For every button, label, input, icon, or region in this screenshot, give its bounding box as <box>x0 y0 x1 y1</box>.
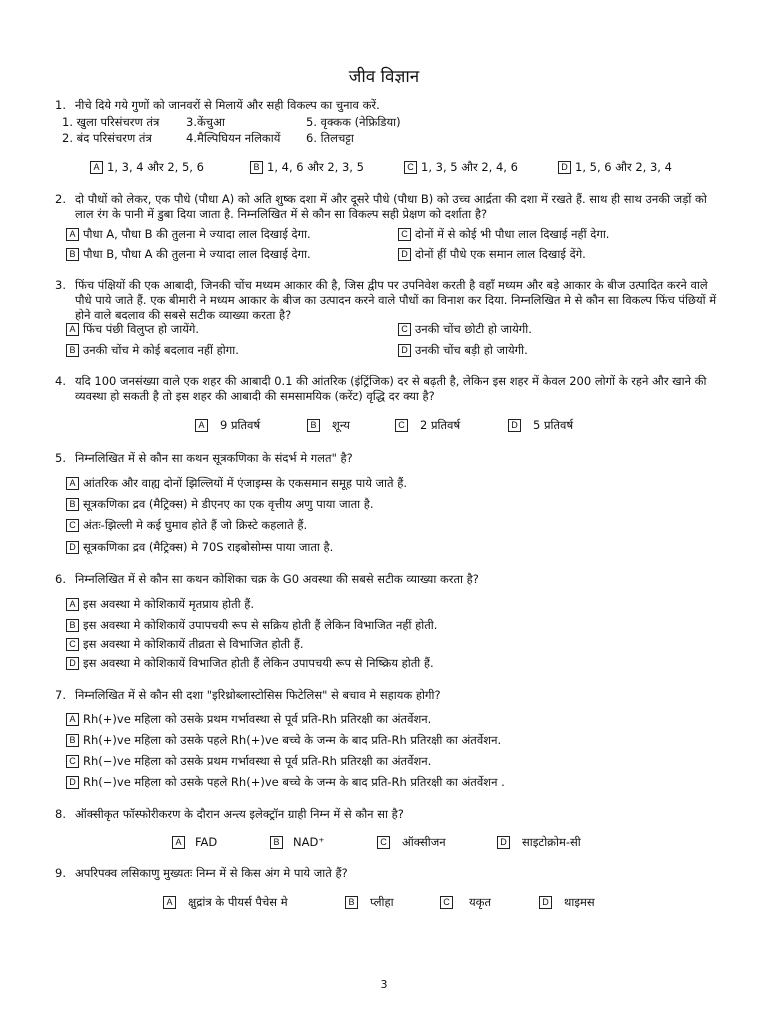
option-letter-box: B <box>307 419 320 432</box>
option-b[interactable] <box>66 497 374 512</box>
option-letter-box: D <box>508 419 521 432</box>
question-text: निम्नलिखित में से कौन सा कथन कोशिका चक्र के G0 अवस्था की सबसे सटीक व्याख्या करता है? <box>75 572 479 586</box>
option-text: 1, 5, 6 और 2, 3, 4 <box>575 160 672 174</box>
option-text: शून्य <box>332 418 350 432</box>
option-letter-box: D <box>539 896 552 909</box>
option-b[interactable] <box>307 418 350 433</box>
option-d[interactable] <box>66 540 333 555</box>
option-letter-box: C <box>440 896 453 909</box>
match-item: 6. तिलचट्टा <box>306 131 354 145</box>
option-d[interactable] <box>497 835 581 850</box>
option-letter-box: C <box>404 161 417 174</box>
option-text: 9 प्रतिवर्ष <box>220 418 261 432</box>
option-letter-box: A <box>66 228 79 241</box>
question-text: निम्नलिखित में से कौन सी दशा "इरिथ्रोब्लास्टोसिस फिटेलिस" से बचाव मे सहायक होगी? <box>75 688 441 702</box>
option-d[interactable] <box>558 160 672 175</box>
option-b[interactable] <box>270 835 324 850</box>
page-number: 3 <box>380 978 388 991</box>
option-text: पौधा B, पौधा A की तुलना मे ज्यादा लाल दिखाई देगा. <box>83 247 311 261</box>
option-d[interactable] <box>66 775 505 790</box>
question-number: 6. <box>55 572 66 586</box>
option-text: 2 प्रतिवर्ष <box>420 418 461 432</box>
question-8 <box>55 807 720 822</box>
option-text: 1, 4, 6 और 2, 3, 5 <box>267 160 364 174</box>
question-text: दो पौधों को लेकर, एक पौधे (पौधा A) को अति शुष्क दशा में और दूसरे पौधे (पौधा B) को उच्च आर्द्रता की दशा में रखते हैं. साथ ही साथ उनकी जड़ों को लाल रंग के पानी में डुबा दिया जाता है. निम्नलिखित में से कौन सा विकल्प सही प्रेक्षण को दर्शाता है? <box>75 192 707 221</box>
option-letter-box: A <box>66 323 79 336</box>
option-c[interactable] <box>404 160 518 175</box>
match-item: 1. खुला परिसंचरण तंत्र <box>62 115 160 129</box>
option-c[interactable] <box>398 227 609 242</box>
option-text: इस अवस्था मे कोशिकायें उपापचयी रूप से सक्रिय होती हैं लेकिन विभाजित नहीं होती. <box>83 618 438 632</box>
option-letter-box: B <box>250 161 263 174</box>
match-item: 4.मैल्पिघियन नलिकायें <box>186 131 281 145</box>
question-text: नीचे दिये गये गुणों को जानवरों से मिलायें और सही विकल्प का चुनाव करें. <box>75 98 380 112</box>
question-number: 4. <box>55 374 66 388</box>
option-letter-box: A <box>66 477 79 490</box>
option-text: ऑक्सीजन <box>402 835 446 849</box>
option-letter-box: A <box>66 713 79 726</box>
option-letter-box: C <box>66 519 79 532</box>
question-text: अपरिपक्व लसिकाणु मुख्यतः निम्न में से किस अंग मे पाये जाते हैं? <box>75 866 348 880</box>
option-letter-box: B <box>66 344 79 357</box>
question-number: 1. <box>55 98 66 112</box>
option-letter-box: A <box>195 419 208 432</box>
option-text: उनकी चोंच मे कोई बदलाव नहीं होगा. <box>83 343 239 357</box>
option-letter-box: C <box>66 755 79 768</box>
option-a[interactable] <box>66 322 199 337</box>
option-b[interactable] <box>250 160 364 175</box>
option-text: FAD <box>195 835 218 849</box>
option-b[interactable] <box>66 247 311 262</box>
option-letter-box: B <box>270 836 283 849</box>
option-text: NAD⁺ <box>293 835 325 849</box>
option-letter-box: B <box>66 619 79 632</box>
option-letter-box: D <box>398 344 411 357</box>
option-text: थाइमस <box>564 895 595 909</box>
option-c[interactable] <box>66 637 304 652</box>
option-text: 1, 3, 4 और 2, 5, 6 <box>107 160 204 174</box>
option-letter-box: C <box>398 323 411 336</box>
option-letter-box: B <box>66 248 79 261</box>
page-title: जीव विज्ञान <box>348 67 420 87</box>
option-d[interactable] <box>66 656 434 671</box>
option-text: साइटोक्रोम-सी <box>522 835 581 849</box>
option-letter-box: B <box>66 734 79 747</box>
option-text: पौधा A, पौधा B की तुलना मे ज्यादा लाल दिखाई देगा. <box>83 227 311 241</box>
option-letter-box: D <box>558 161 571 174</box>
option-b[interactable] <box>345 895 394 910</box>
option-b[interactable] <box>66 733 501 748</box>
option-text: आंतरिक और वाह्य दोनों झिल्लियों में एंजाइम्स के एकसमान समूह पाये जाते हैं. <box>83 476 408 490</box>
question-7 <box>55 688 720 703</box>
option-text: यकृत <box>469 895 492 909</box>
option-text: 1, 3, 5 और 2, 4, 6 <box>421 160 518 174</box>
option-d[interactable] <box>398 247 586 262</box>
option-text: 5 प्रतिवर्ष <box>533 418 574 432</box>
question-2 <box>55 192 720 222</box>
option-text: Rh(+)ve महिला को उसके प्रथम गर्भावस्था से पूर्व प्रति-Rh प्रतिरक्षी का अंतर्वेशन. <box>83 712 432 726</box>
question-5 <box>55 451 720 466</box>
option-text: क्षुद्रांत्र के पीयर्स पैचेस मे <box>188 895 288 909</box>
option-a[interactable] <box>90 160 204 175</box>
option-letter-box: B <box>66 498 79 511</box>
option-text: दोनों हीं पौधे एक समान लाल दिखाई देंगे. <box>415 247 586 261</box>
option-letter-box: D <box>66 776 79 789</box>
option-text: उनकी चोंच बड़ी हो जायेगी. <box>415 343 528 357</box>
option-letter-box: B <box>345 896 358 909</box>
option-letter-box: D <box>497 836 510 849</box>
question-number: 5. <box>55 451 66 465</box>
option-c[interactable] <box>398 322 532 337</box>
question-text: फिंच पंक्षियों की एक आबादी, जिनकी चोंच मध्यम आकार की है, जिस द्वीप पर उपनिवेश करती है वहाँ मध्यम और बड़े आकार के बीज उत्पादित करने वाले पौधे पाये जाते हैं. एक बीमारी ने मध्यम आकार के बीज का उत्पादन करने वाले पौधों का विनाश कर दिया. निम्नलिखित मे से कौन सा विकल्प फिंच पंछियों में होने वाले बदलाव की सबसे सटीक व्याख्या करता है? <box>75 278 717 322</box>
option-letter-box: A <box>90 161 103 174</box>
option-c[interactable] <box>66 754 431 769</box>
option-a[interactable] <box>66 476 407 491</box>
question-6 <box>55 572 720 587</box>
option-a[interactable] <box>195 418 260 433</box>
option-letter-box: D <box>66 657 79 670</box>
option-text: सूत्रकणिका द्रव (मैट्रिक्स) मे 70S राइबोसोम्स पाया जाता है. <box>83 540 334 554</box>
option-text: Rh(−)ve महिला को उसके प्रथम गर्भावस्था से पूर्व प्रति-Rh प्रतिरक्षी का अंतर्वेशन. <box>83 754 432 768</box>
option-text: अंतः-झिल्ली मे कई घुमाव होते हैं जो क्रिस्टे कहलाते हैं. <box>83 518 308 532</box>
option-a[interactable] <box>172 835 217 850</box>
option-a[interactable] <box>66 712 431 727</box>
option-c[interactable] <box>377 835 446 850</box>
option-text: फिंच पंछी विलुप्त हो जायेंगे. <box>83 322 200 336</box>
option-text: इस अवस्था मे कोशिकायें तीव्रता से विभाजित होती हैं. <box>83 637 304 651</box>
option-a[interactable] <box>66 597 254 612</box>
option-letter-box: C <box>66 638 79 651</box>
option-letter-box: A <box>163 896 176 909</box>
question-9 <box>55 866 720 881</box>
option-text: इस अवस्था मे कोशिकायें मृतप्राय होती हैं. <box>83 597 255 611</box>
question-4 <box>55 374 720 404</box>
question-3 <box>55 278 720 323</box>
option-text: इस अवस्था मे कोशिकायें विभाजित होती हैं लेकिन उपापचयी रूप से निष्क्रिय होती हैं. <box>83 656 434 670</box>
option-a[interactable] <box>163 895 288 910</box>
option-c[interactable] <box>395 418 460 433</box>
option-b[interactable] <box>66 343 239 358</box>
option-text: प्लीहा <box>370 895 394 909</box>
option-text: सूत्रकणिका द्रव (मैट्रिक्स) मे डीएनए का एक वृत्तीय अणु पाया जाता है. <box>83 497 374 511</box>
match-item: 5. वृक्कक (नेफ्रिडिया) <box>306 115 401 129</box>
option-c[interactable] <box>66 518 307 533</box>
question-number: 2. <box>55 192 66 206</box>
option-letter-box: A <box>172 836 185 849</box>
option-a[interactable] <box>66 227 311 242</box>
question-1 <box>55 98 720 113</box>
question-text: ऑक्सीकृत फॉस्फोरीकरण के दौरान अन्त्य इलेक्ट्रॉन ग्राही निम्न में से कौन सा है? <box>75 807 404 821</box>
question-text: यदि 100 जनसंख्या वाले एक शहर की आबादी 0.1 की आंतरिक (इंट्रिंजिक) दर से बढ़ती है, लेकिन इस शहर में केवल 200 लोगों के रहने और खाने की व्यवस्था हो सकती है तो इस शहर की आबादी की समसामयिक (करेंट) वृद्धि दर क्या है? <box>75 374 707 403</box>
option-c[interactable] <box>440 895 491 910</box>
option-text: दोनों में से कोई भी पौधा लाल दिखाई नहीं देगा. <box>415 227 610 241</box>
option-letter-box: C <box>398 228 411 241</box>
option-d[interactable] <box>508 418 573 433</box>
match-item: 2. बंद परिसंचरण तंत्र <box>62 131 152 145</box>
option-letter-box: D <box>66 541 79 554</box>
match-item: 3.केंचुआ <box>186 115 225 129</box>
option-b[interactable] <box>66 618 437 633</box>
question-number: 8. <box>55 807 66 821</box>
option-letter-box: D <box>398 248 411 261</box>
question-text: निम्नलिखित में से कौन सा कथन सूत्रकणिका के संदर्भ मे गलत" है? <box>75 451 353 465</box>
option-letter-box: A <box>66 598 79 611</box>
option-d[interactable] <box>398 343 528 358</box>
question-number: 3. <box>55 278 66 292</box>
option-text: Rh(−)ve महिला को उसके पहले Rh(+)ve बच्चे के जन्म के बाद प्रति-Rh प्रतिरक्षी का अंतर्वेशन . <box>83 775 505 789</box>
option-text: उनकी चोंच छोटी हो जायेगी. <box>415 322 532 336</box>
question-number: 9. <box>55 866 66 880</box>
option-letter-box: C <box>377 836 390 849</box>
question-number: 7. <box>55 688 66 702</box>
option-text: Rh(+)ve महिला को उसके पहले Rh(+)ve बच्चे के जन्म के बाद प्रति-Rh प्रतिरक्षी का अंतर्वेशन. <box>83 733 502 747</box>
option-letter-box: C <box>395 419 408 432</box>
option-d[interactable] <box>539 895 595 910</box>
